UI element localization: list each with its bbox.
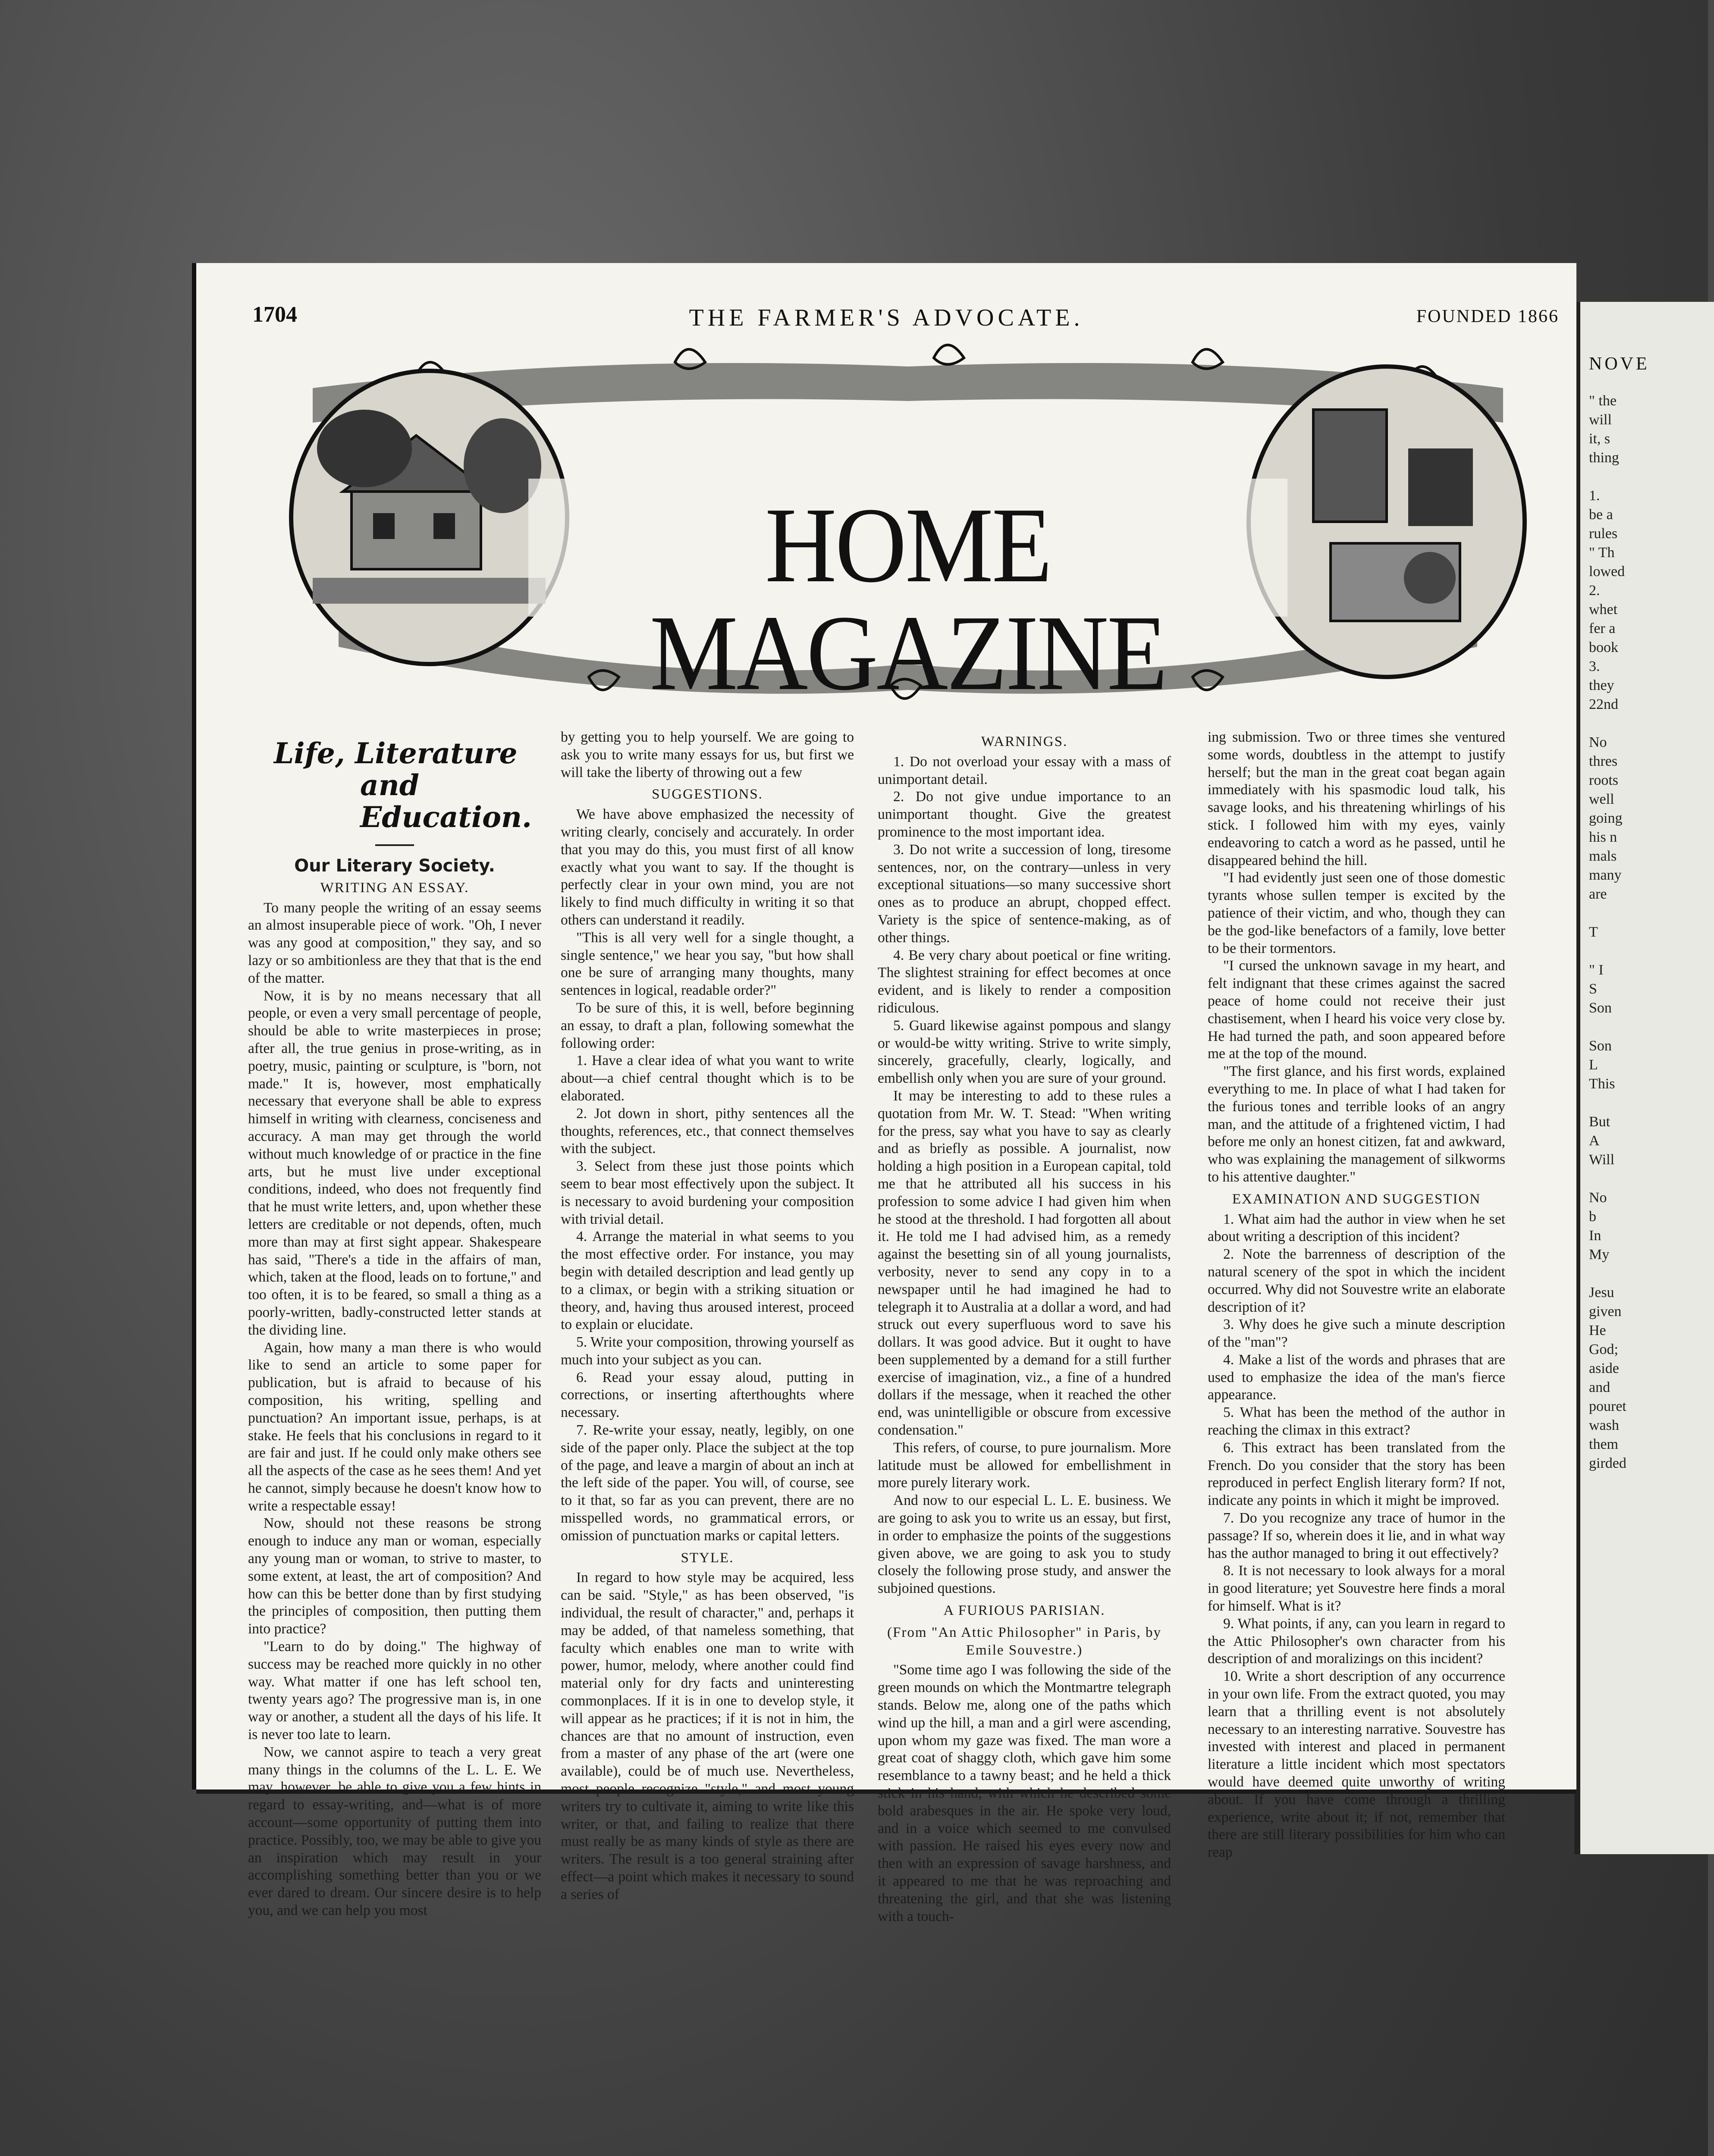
adjacent-page-line: L	[1589, 1057, 1598, 1073]
list-item: 1. Do not overload your essay with a mass of unimportant detail.	[878, 753, 1171, 787]
style-heading: STYLE.	[681, 1550, 734, 1566]
paragraph: This refers, of course, to pure journalism. More latitude must be allowed for embellishment in more purely literary work.	[878, 1439, 1171, 1491]
list-item: 2. Do not give undue importance to an unimportant thought. Give the greatest prominence to the most important idea.	[878, 789, 1171, 840]
adjacent-page-line: it, s	[1589, 431, 1610, 447]
list-item: 5. Write your composition, throwing yourself as much into your subject as you can.	[561, 1334, 854, 1368]
adjacent-page-line	[1580, 714, 1714, 733]
paragraph: "Learn to do by doing." The highway of success may be reached more quickly in no other way. What matter if one has left school ten, twenty years ago? The progressive man is, in one way or another, a student all the days of his life. It is never too late to learn.	[248, 1639, 541, 1743]
section-title-line2: and Education.	[360, 768, 532, 834]
section-title-line1: Life, Literature	[274, 736, 518, 770]
adjacent-page-line	[1580, 467, 1714, 486]
newspaper-page	[196, 263, 1576, 1924]
section-title	[248, 737, 541, 833]
list-item: 6. This extract has been translated from the French. Do you consider that the story has been reproduced in perfect English literary form? If not, indicate any points in which it might be improved.	[1208, 1439, 1505, 1509]
list-item: 4. Be very chary about poetical or fine writing. The slightest straining for effect becomes at once evident, and is likely to render a composition ridiculous.	[878, 947, 1171, 1016]
paragraph: "I cursed the unknown savage in my heart, and felt indignant that these crimes against the sacred peace of home could not receive their just chastisement, when I heard his voice very close by. He had turned the path, and soon appeared before me at the top of the mound.	[1208, 958, 1505, 1062]
adjacent-page-line: them	[1589, 1436, 1618, 1452]
paragraph: It may be interesting to add to these rules a quotation from Mr. W. T. Stead: "When writing for the press, say what you have to say as clearly and as briefly as possible. A journalist, now holding a high position in a European capital, told me that he attributed all his success in his profession to some advice I had given him when he stood at the threshold. I had forgotten all about it. He told me I had advised him, as a remedy against the besetting sin of all young journalists, verbosity, never to send any copy in to a newspaper until he had imagined he had to telegraph it to Australia at a dollar a word, and had struck out every superfluous word to save his dollars. It was good advice. But it ought to have been supplemented by a demand for a still further exercise of imagination, viz., a fine of a hundred dollars if the message, when it reached the other end, was unintelligible or obscure from excessive condensation."	[878, 1087, 1171, 1438]
paragraph: Again, how many a man there is who would like to send an article to some paper for publication, but is afraid to because of his composition, his writing, spelling and punctuation? An important issue, perhaps, is at stake. He feels that his conclusions in regard to it are fair and just. If he could only make others see all the aspects of the case as he sees them! And yet he cannot, simply because he doesn't know how to write a respectable essay!	[248, 1339, 541, 1514]
adjacent-page-line: lowed	[1589, 564, 1625, 580]
society-subheading: WRITING AN ESSAY.	[320, 880, 469, 896]
adjacent-page-line: his n	[1589, 829, 1617, 845]
adjacent-page-lines	[1580, 392, 1714, 1473]
adjacent-page-line: and	[1589, 1379, 1610, 1395]
society-heading: Our Literary Society.	[294, 856, 495, 876]
warnings-heading: WARNINGS.	[981, 734, 1068, 749]
adjacent-page-line: No	[1589, 1190, 1607, 1206]
adjacent-page-line: 3.	[1589, 658, 1600, 674]
suggestions-heading: SUGGESTIONS.	[652, 787, 763, 802]
page-header	[196, 263, 1576, 331]
adjacent-page-line: 22nd	[1589, 696, 1618, 712]
adjacent-page-line: roots	[1589, 772, 1618, 788]
paragraph: Now, it is by no means necessary that all people, or even a very small percentage of people, should be able to write masterpieces in prose; after all, the true genius in prose-writing, as in poetry, music, painting or sculpture, is "born, not made." It is, however, most emphatically necessary that everyone shall be able to express himself in writing with clearness, conciseness and accuracy. A man may get through the world without much knowledge of or practice in the fine arts, but he must live under exceptional conditions, indeed, who does not frequently find that he must write letters, and, upon whether these letters are creditable or not depends, often, much more than may at first sight appear. Shakespeare has said, "There's a tide in the affairs of man, which, taken at the flood, leads on to fortune," and too often, it is to be feared, so small a thing as a poorly-written, badly-constructed letter stands at the dividing line.	[248, 987, 541, 1338]
paragraph: In regard to how style may be acquired, less can be said. "Style," as has been observed, "is individual, the result of character," and, perhaps it may be added, of that nameless something, that faculty which enables one man to write with power, humor, melody, where another could find material only for dry facts and uninteresting commonplaces. If it is in one to develop style, it will appear as he practices; if it is not in him, the chances are that no amount of instruction, even from a master of any phase of the art (were one available), could be of much use. Nevertheless, most people recognize "style," and most young writers try to cultivate it, aiming to write like this writer, or that, and failing to realize that there must really be as many kinds of style as there are writers. The result is a too general straining after effect—a point which makes it necessary to sound a series of	[561, 1570, 854, 1902]
column-4	[1208, 729, 1505, 1861]
adjacent-page-line: be a	[1589, 507, 1613, 523]
founded-year: FOUNDED 1866	[1416, 307, 1559, 326]
paragraph: To be sure of this, it is well, before beginning an essay, to draft a plan, following somewhat the following order:	[561, 1000, 854, 1051]
adjacent-page-line: thres	[1589, 753, 1618, 769]
list-item: 3. Select from these just those points which seem to bear most effectively upon the subject. It is necessary to avoid burdening your composition with trivial detail.	[561, 1158, 854, 1227]
adjacent-page-line: Son	[1589, 1038, 1612, 1054]
adjacent-page-line: given	[1589, 1304, 1622, 1319]
adjacent-page-line: are	[1589, 886, 1607, 902]
column-2	[561, 729, 854, 1904]
paragraph: by getting you to help yourself. We are going to ask you to write many essays for us, but first we will take the liberty of throwing out a few	[561, 729, 854, 780]
page-number: 1704	[252, 302, 297, 327]
adjacent-page-line	[1580, 1094, 1714, 1112]
list-item: 1. Have a clear idea of what you want to write about—a chief central thought which is to be elaborated.	[561, 1053, 854, 1104]
adjacent-page-line: God;	[1589, 1341, 1618, 1357]
paragraph: "This is all very well for a single thought, a single sentence," we hear you say, "but how shall one be sure of arranging many thoughts, many sentences in logical, readable order?"	[561, 929, 854, 999]
adjacent-page-line	[1580, 1169, 1714, 1188]
adjacent-page-line: " the	[1589, 393, 1617, 409]
list-item: 8. It is not necessary to look always for a moral in good literature; yet Souvestre here finds a moral for himself. What is it?	[1208, 1563, 1505, 1614]
divider-rule	[375, 844, 414, 846]
list-item: 1. What aim had the author in view when he set about writing a description of this incident?	[1208, 1211, 1505, 1245]
list-item: 2. Note the barrenness of description of the natural scenery of the spot in which the incident occurred. Why did not Souvestre write an elaborate description of it?	[1208, 1246, 1505, 1315]
adjacent-page-line: will	[1589, 412, 1612, 428]
adjacent-page-line	[1580, 904, 1714, 923]
paragraph: ing submission. Two or three times she ventured some words, doubtless in the attempt to justify herself; but the man in the great coat began again immediately with his spasmodic loud talk, his savage looks, and his threatening whirlings of his stick. I followed him with my eyes, vainly endeavoring to catch a word as he passed, until he disappeared behind the hill.	[1208, 729, 1505, 868]
adjacent-page-edge	[1574, 302, 1714, 1854]
adjacent-page-line: A	[1589, 1133, 1600, 1149]
paragraph: "Some time ago I was following the side of the green mounds on which the Montmartre telegraph stands. Below me, along one of the paths which wind up the hill, a man and a girl were ascending, upon whom my gaze was fixed. The man wore a great coat of shaggy cloth, which gave him some resemblance to a tawny beast; and he held a thick stick in his hand, with which he described some bold arabesques in the air. He spoke very loud, and in a voice which seemed to me convulsed with passion. He raised his eyes every now and then with an expression of savage harshness, and it appeared to me that he was reproaching and threatening the girl, and that she was listening with a touch-	[878, 1662, 1171, 1924]
examination-heading: EXAMINATION AND SUGGESTION	[1232, 1191, 1481, 1207]
column-1	[248, 720, 541, 1920]
list-item: 3. Do not write a succession of long, tiresome sentences, nor, on the contrary—unless in very exceptional situations—so many successive short ones as to produce an abrupt, chopped effect. Variety is the spice of sentence-making, as of other things.	[878, 841, 1171, 946]
list-item: 3. Why does he give such a minute description of the "man"?	[1208, 1316, 1505, 1351]
list-item: 4. Make a list of the words and phrases that are used to emphasize the idea of the man's fierce appearance.	[1208, 1351, 1505, 1403]
list-item: 10. Write a short description of any occurrence in your own life. From the extract quoted, you may learn that a thrilling event is not absolutely necessary to an interesting narrative. Souvestre has invested with interest and placed in permanent literature a little incident which most spectators would have deemed quite unworthy of writing about. If you have come through a thrilling experience, write about it; if not, remember that there are still literary possibilities for him who can reap	[1208, 1668, 1505, 1861]
list-item: 2. Jot down in short, pithy sentences all the thoughts, references, etc., that connect themselves with the subject.	[561, 1105, 854, 1157]
paper-name: THE FARMER'S ADVOCATE.	[689, 304, 1084, 331]
list-item: 5. Guard likewise against pompous and slangy or would-be witty writing. Strive to write simply, sincerely, gracefully, clearly, logically, and embellish only when you are sure of your ground.	[878, 1017, 1171, 1087]
adjacent-page-header: NOVE	[1589, 354, 1650, 374]
adjacent-page-line: S	[1589, 981, 1597, 997]
list-item: 9. What points, if any, can you learn in regard to the Attic Philosopher's own character from his description of and moralizings on this incident?	[1208, 1615, 1505, 1667]
adjacent-page-line: going	[1589, 810, 1623, 826]
adjacent-page-line: pouret	[1589, 1398, 1626, 1414]
adjacent-page-line	[1580, 1264, 1714, 1283]
list-item: 7. Re-write your essay, neatly, legibly, on one side of the paper only. Place the subject at the top of the page, and leave a margin of about an inch at the left side of the paper. You will, of course, see to it that, so far as you can prevent, there are no misspelled words, no grammatical errors, or omission of punctuation marks or capital letters.	[561, 1422, 854, 1544]
adjacent-page-line: 2.	[1589, 583, 1600, 599]
paragraph: Now, we cannot aspire to teach a very great many things in the columns of the L. L. E. We may, however, be able to give you a few hints in regard to essay-writing, and—what is of more account—some opportunity of putting them into practice. Possibly, too, we may be able to give you an inspiration which may result in your accomplishing something better than you or we ever dared to dream. Our sincere desire is to help you, and we can help you most	[248, 1744, 541, 1919]
parisian-source: (From "An Attic Philosopher" in Paris, by Emile Souvestre.)	[887, 1624, 1162, 1658]
adjacent-page-line: rules	[1589, 526, 1618, 542]
paragraph: "The first glance, and his first words, explained everything to me. In place of what I had taken for the furious tones and terrible looks of an angry man, and the attitude of a frightened victim, I had before me only an honest citizen, fat and awkward, who was explaining the management of silkworms to his attentive daughter."	[1208, 1063, 1505, 1185]
adjacent-page-line: Son	[1589, 1000, 1612, 1016]
paragraph: And now to our especial L. L. E. business. We are going to ask you to write us an essay, but first, in order to emphasize the points of the suggestions given above, we are going to ask you to study closely the following prose study, and answer the subjoined questions.	[878, 1492, 1171, 1597]
adjacent-page-line: Jesu	[1589, 1285, 1614, 1300]
adjacent-page-line: 1.	[1589, 488, 1600, 504]
paragraph: Now, should not these reasons be strong enough to induce any man or woman, especially any young man or woman, to strive to master, to some extent, at least, the art of composition? And how can this be better done than by first studying the principles of composition, then putting them into practice?	[248, 1515, 541, 1637]
adjacent-page-line: many	[1589, 867, 1622, 883]
adjacent-page-line: He	[1589, 1322, 1606, 1338]
paragraph: "I had evidently just seen one of those domestic tyrants whose sullen temper is excited by the patience of their victim, and who, though they can be the god-like benefactors of a family, love better to be their tormentors.	[1208, 870, 1505, 956]
adjacent-page-line: wash	[1589, 1417, 1619, 1433]
column-3	[878, 729, 1171, 1925]
adjacent-page-line: aside	[1589, 1360, 1619, 1376]
adjacent-page-line: mals	[1589, 848, 1617, 864]
adjacent-page-line: whet	[1589, 602, 1618, 617]
parisian-heading: A FURIOUS PARISIAN.	[943, 1603, 1105, 1619]
list-item: 5. What has been the method of the author in reaching the climax in this extract?	[1208, 1404, 1505, 1438]
list-item: 7. Do you recognize any trace of humor in the passage? If so, wherein does it lie, and in what way has the author managed to bring it out effectively?	[1208, 1510, 1505, 1561]
adjacent-page-line: But	[1589, 1114, 1610, 1130]
adjacent-page-line: book	[1589, 639, 1618, 655]
adjacent-page-line	[1580, 1018, 1714, 1037]
adjacent-page-line	[1580, 942, 1714, 961]
paragraph: To many people the writing of an essay seems an almost insuperable piece of work. "Oh, I never was any good at composition," they say, and so lazy or so ambitionless are they that that is the end of the matter.	[248, 899, 541, 986]
adjacent-page-line: My	[1589, 1247, 1610, 1263]
adjacent-page-line: In	[1589, 1228, 1601, 1244]
adjacent-page-line: well	[1589, 791, 1614, 807]
adjacent-page-line: " I	[1589, 962, 1604, 978]
adjacent-page-line: No	[1589, 734, 1607, 750]
adjacent-page-line: they	[1589, 677, 1614, 693]
masthead-title: HOME MAGAZINE	[650, 486, 1166, 713]
adjacent-page-line: T	[1589, 924, 1598, 940]
adjacent-page-line: girded	[1589, 1455, 1626, 1471]
adjacent-page-line: " Th	[1589, 545, 1615, 561]
home-magazine-masthead	[287, 336, 1529, 713]
paragraph: We have above emphasized the necessity of writing clearly, concisely and accurately. In order that you may do this, you must first of all know exactly what you want to say. If the thought is perfectly clear in your own mind, you are not likely to find much difficulty in writing it so that others can understand it readily.	[561, 806, 854, 928]
adjacent-page-line: This	[1589, 1076, 1615, 1092]
adjacent-page-line: Will	[1589, 1152, 1615, 1168]
list-item: 6. Read your essay aloud, putting in corrections, or inserting afterthoughts where necessary.	[561, 1369, 854, 1421]
adjacent-page-line: thing	[1589, 450, 1619, 466]
adjacent-page-line: fer a	[1589, 620, 1616, 636]
list-item: 4. Arrange the material in what seems to you the most effective order. For instance, you may begin with detailed description and lead gently up to a climax, or begin with a striking situation or theory, and, having thus aroused interest, proceed to explain or elucidate.	[561, 1228, 854, 1333]
adjacent-page-line: b	[1589, 1209, 1596, 1225]
